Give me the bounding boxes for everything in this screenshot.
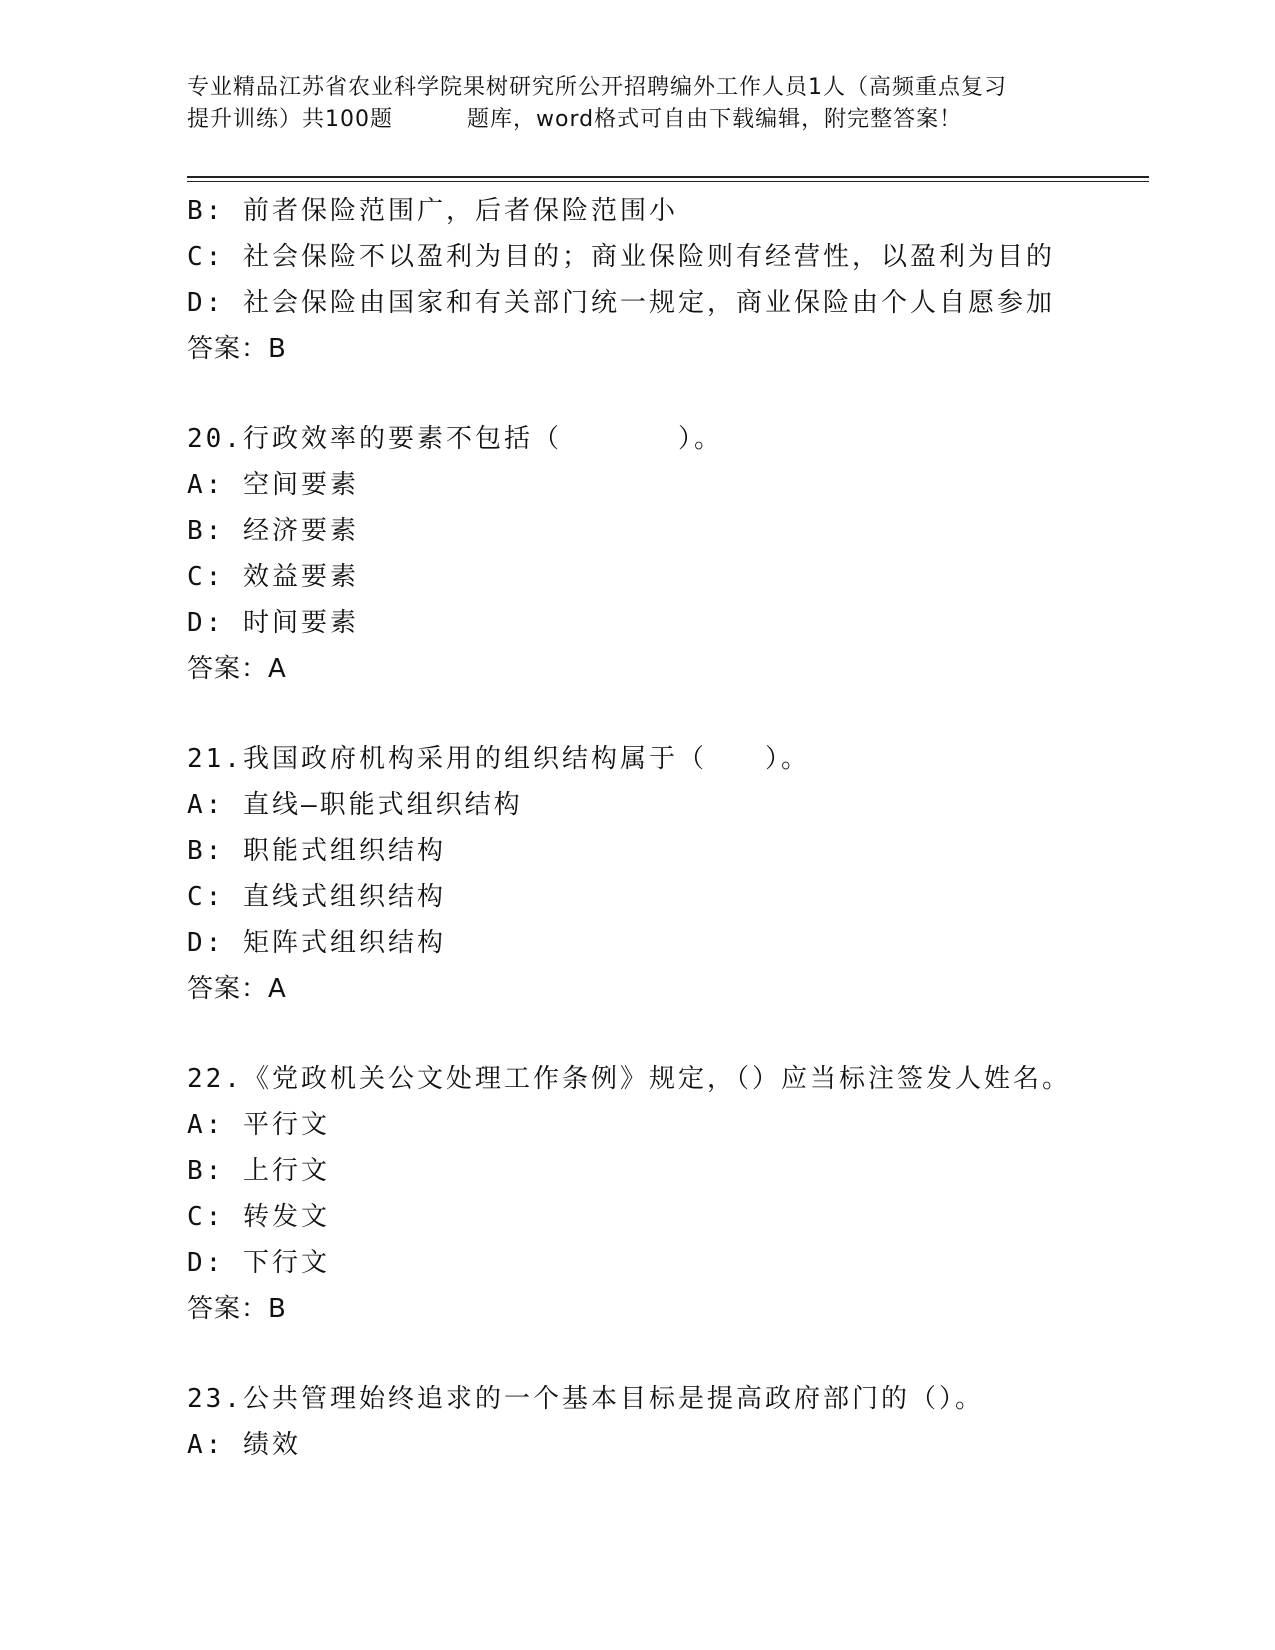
option-a: A: 直线—职能式组织结构 (187, 790, 523, 820)
answer-line: 答案：B (187, 334, 287, 364)
option-d: D: 社会保险由国家和有关部门统一规定，商业保险由个人自愿参加 (187, 288, 1055, 318)
header-divider-thin (187, 181, 1149, 182)
answer-line: 答案：A (187, 974, 287, 1004)
option-c: C: 效益要素 (187, 562, 359, 592)
option-d: D: 时间要素 (187, 608, 359, 638)
header-divider-thick (187, 176, 1149, 178)
question-spacer (187, 372, 1147, 416)
option-b: B: 前者保险范围广，后者保险范围小 (187, 196, 678, 226)
header-title-part-2: 题库，word格式可自由下载编辑，附完整答案！ (467, 107, 963, 132)
question-spacer (187, 692, 1147, 736)
question-spacer (187, 1332, 1147, 1376)
question-spacer (187, 1012, 1147, 1056)
question-22-text: 22.《党政机关公文处理工作条例》规定，（）应当标注签发人姓名。 (187, 1064, 1071, 1094)
answer-line: 答案：A (187, 654, 287, 684)
answer-line: 答案：B (187, 1294, 287, 1324)
option-c: C: 社会保险不以盈利为目的；商业保险则有经营性，以盈利为目的 (187, 242, 1055, 272)
question-20-text: 20.行政效率的要素不包括（ ）。 (187, 424, 723, 454)
header-title-line-2 (187, 104, 1087, 136)
document-header (187, 72, 1087, 136)
header-title-part-1: 提升训练）共100题 (187, 107, 393, 132)
option-a: A: 空间要素 (187, 470, 359, 500)
option-b: B: 上行文 (187, 1156, 330, 1186)
option-b: B: 职能式组织结构 (187, 836, 446, 866)
option-a: A: 绩效 (187, 1430, 301, 1460)
option-d: D: 下行文 (187, 1248, 330, 1278)
option-c: C: 直线式组织结构 (187, 882, 446, 912)
question-23-text: 23.公共管理始终追求的一个基本目标是提高政府部门的（）。 (187, 1384, 984, 1414)
option-c: C: 转发文 (187, 1202, 330, 1232)
option-d: D: 矩阵式组织结构 (187, 928, 446, 958)
header-title-line-1: 专业精品江苏省农业科学院果树研究所公开招聘编外工作人员1人（高频重点复习 (187, 75, 1007, 100)
question-list (187, 188, 1147, 1468)
option-a: A: 平行文 (187, 1110, 330, 1140)
option-b: B: 经济要素 (187, 516, 359, 546)
question-21-text: 21.我国政府机构采用的组织结构属于（ ）。 (187, 744, 810, 774)
